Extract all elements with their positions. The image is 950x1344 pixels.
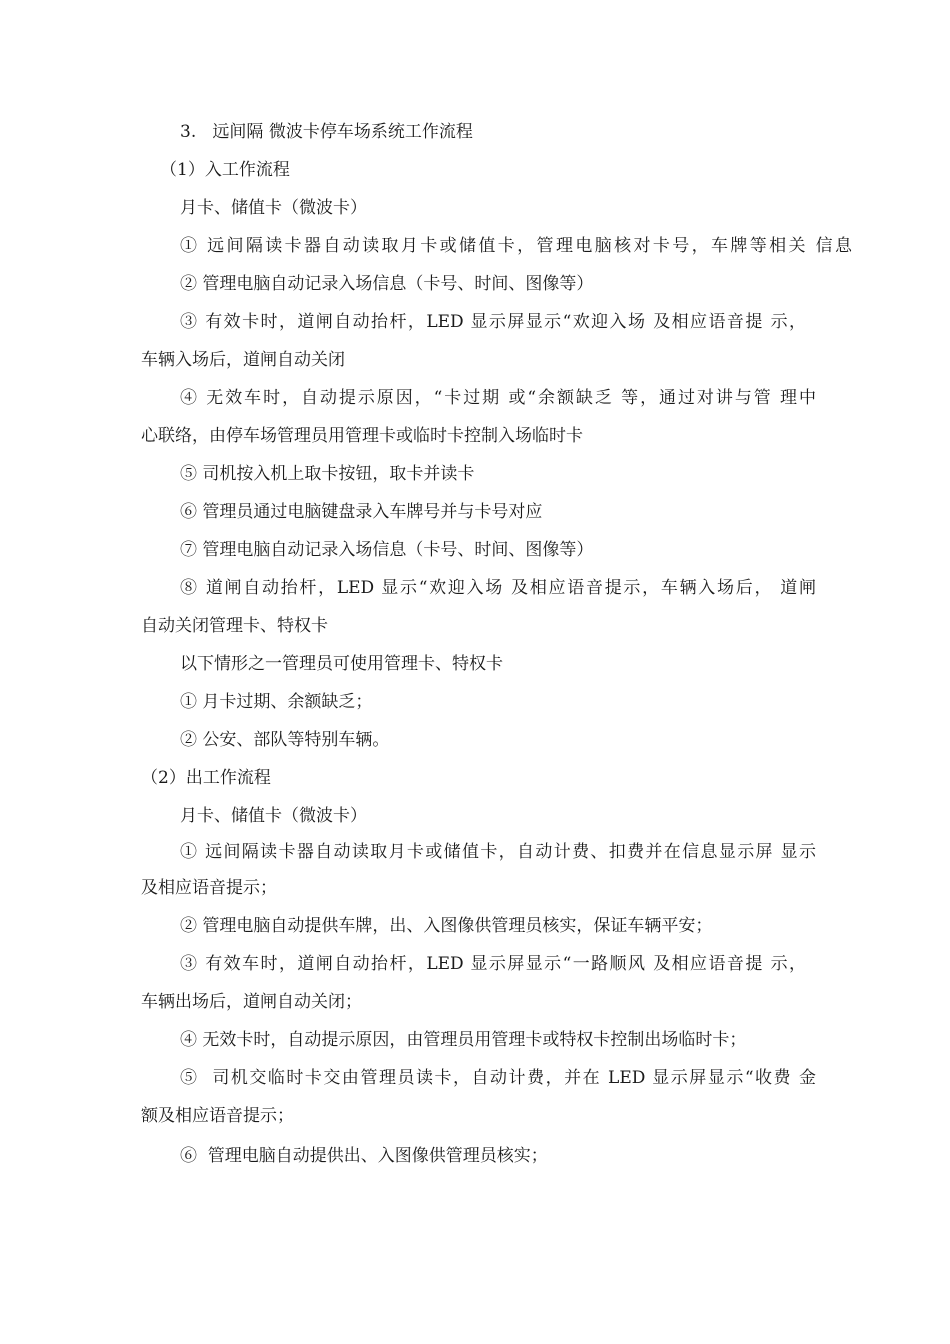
condition-1: ① 月卡过期、余额缺乏； <box>180 692 373 712</box>
privilege-conditions: 以下情形之一管理员可使用管理卡、特权卡 <box>180 654 503 674</box>
exit-step-5-cont: 额及相应语音提示； <box>141 1106 294 1126</box>
entry-step-2: ② 管理电脑自动记录入场信息（卡号、时间、图像等） <box>180 274 594 294</box>
entry-step-1: ① 远间隔读卡器自动读取月卡或储值卡，管理电脑核对卡号，车牌等相关 信息 <box>180 236 852 256</box>
entry-step-7: ⑦ 管理电脑自动记录入场信息（卡号、时间、图像等） <box>180 540 594 560</box>
entry-card-type: 月卡、储值卡（微波卡） <box>180 198 367 218</box>
entry-step-5: ⑤ 司机按入机上取卡按钮，取卡并读卡 <box>180 464 475 484</box>
section-heading: 3. 远间隔 微波卡停车场系统工作流程 <box>180 122 473 142</box>
entry-step-4: ④ 无效车时，自动提示原因，“卡过期 或“余额缺乏 等，通过对讲与管 理中 <box>180 388 816 408</box>
entry-step-4-cont: 心联络，由停车场管理员用管理卡或临时卡控制入场临时卡 <box>141 426 583 446</box>
exit-card-type: 月卡、储值卡（微波卡） <box>180 806 367 826</box>
exit-step-3-cont: 车辆出场后，道闸自动关闭； <box>141 992 362 1012</box>
entry-step-8: ⑧ 道闸自动抬杆，LED 显示“欢迎入场 及相应语音提示，车辆入场后， 道闸 <box>180 578 816 598</box>
exit-flow-title: （2）出工作流程 <box>141 768 271 788</box>
entry-step-6: ⑥ 管理员通过电脑键盘录入车牌号并与卡号对应 <box>180 502 543 522</box>
exit-step-5: ⑤ 司机交临时卡交由管理员读卡，自动计费，并在 LED 显示屏显示“收费 金 <box>180 1068 816 1088</box>
condition-2: ② 公安、部队等特别车辆。 <box>180 730 390 750</box>
entry-step-8-cont: 自动关闭管理卡、特权卡 <box>141 616 328 636</box>
exit-step-3: ③ 有效车时，道闸自动抬杆，LED 显示屏显示“一路顺风 及相应语音提 示， <box>180 954 806 974</box>
entry-step-3-cont: 车辆入场后，道闸自动关闭 <box>141 350 345 370</box>
entry-flow-title: （1）入工作流程 <box>160 160 290 180</box>
exit-step-2: ② 管理电脑自动提供车牌，出、入图像供管理员核实，保证车辆平安； <box>180 916 713 936</box>
exit-step-4: ④ 无效卡时，自动提示原因，由管理员用管理卡或特权卡控制出场临时卡； <box>180 1030 747 1050</box>
exit-step-1: ① 远间隔读卡器自动读取月卡或储值卡，自动计费、扣费并在信息显示屏 显示 <box>180 842 816 862</box>
exit-step-1-cont: 及相应语音提示； <box>141 878 277 898</box>
entry-step-3: ③ 有效卡时，道闸自动抬杆，LED 显示屏显示“欢迎入场 及相应语音提 示， <box>180 312 806 332</box>
exit-step-6: ⑥ 管理电脑自动提供出、入图像供管理员核实； <box>180 1146 548 1166</box>
